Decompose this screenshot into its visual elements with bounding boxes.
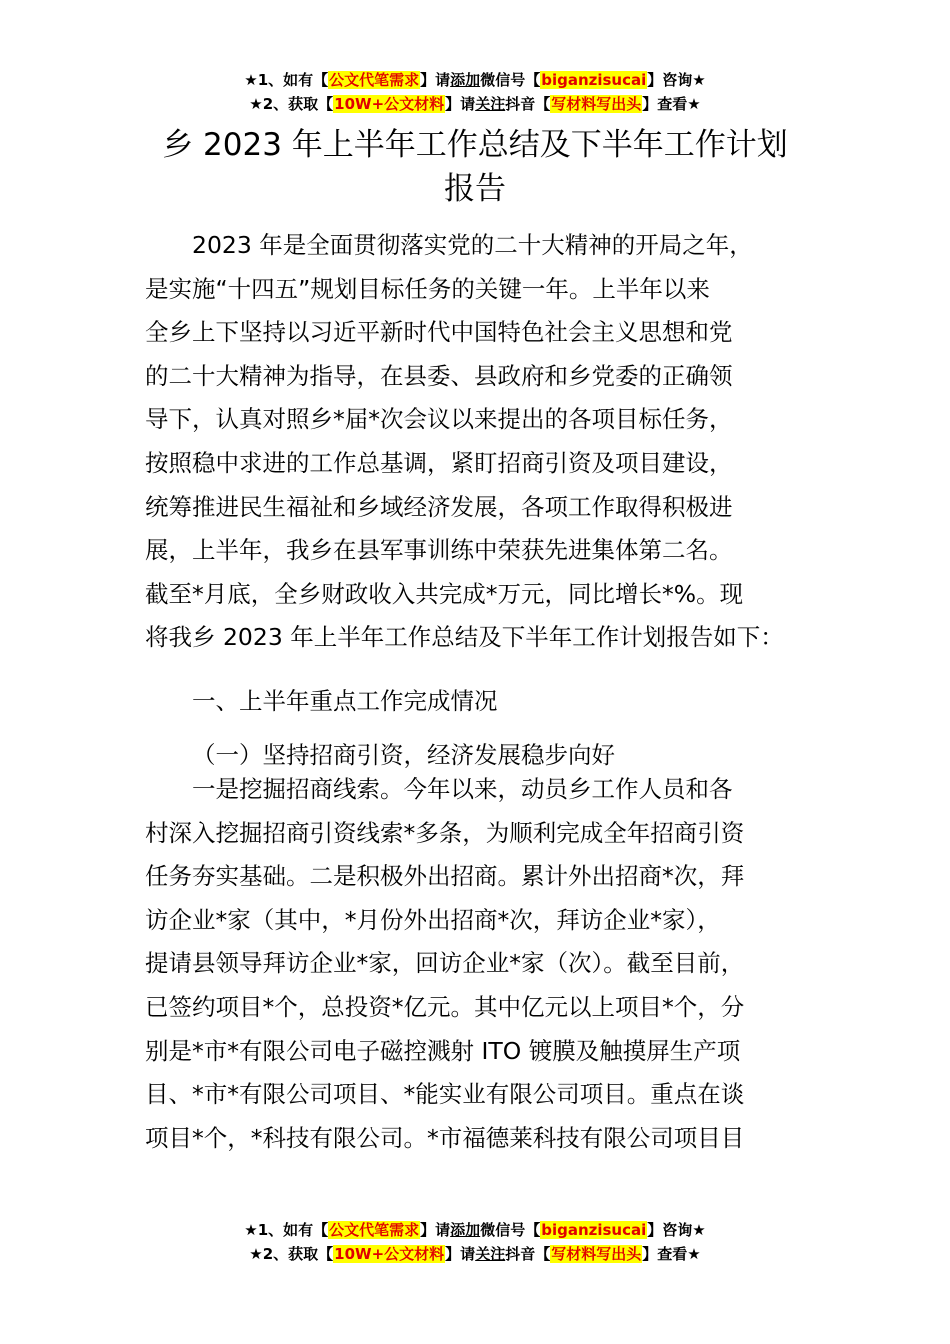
heading-text: 一、上半年重点工作完成情况 (192, 687, 498, 715)
promo-underline-text: 添加 (450, 71, 481, 89)
promo-underline-text: 关注 (475, 1245, 506, 1263)
text-line: 展，上半年，我乡在县军事训练中荣获先进集体第二名。 (145, 536, 733, 565)
star-icon: ★ (244, 1221, 258, 1239)
star-icon: ★ (687, 95, 701, 113)
text-line: 访企业*家（其中，*月份外出招商*次，拜访企业*家）， (145, 905, 721, 934)
body-paragraph-2 (145, 768, 835, 1160)
promo-highlight: 10W+公文材料 (334, 1245, 445, 1263)
promo-text: 】请 (420, 71, 451, 89)
text-line: 将我乡 2023 年上半年工作总结及下半年工作计划报告如下： (145, 623, 784, 652)
section-heading-1 (145, 680, 835, 724)
promo-highlight: 写材料写出头 (551, 95, 642, 113)
promo-text: 抖音【 (505, 1245, 551, 1263)
text-line: 按照稳中求进的工作总基调，紧盯招商引资及项目建设， (145, 448, 733, 477)
promo-line-1 (0, 1218, 950, 1242)
promo-text: 】查看 (642, 1245, 688, 1263)
text-line: 全乡上下坚持以习近平新时代中国特色社会主义思想和党 (145, 318, 733, 347)
star-icon: ★ (249, 95, 263, 113)
text-line: 统筹推进民生福祉和乡域经济发展，各项工作取得积极进 (145, 492, 733, 521)
promo-highlight: 10W+公文材料 (334, 95, 445, 113)
document-title-line-1: 乡 2023 年上半年工作总结及下半年工作计划 (162, 127, 788, 163)
promo-highlight: biganzisucai (541, 71, 647, 89)
promo-line-2 (0, 92, 950, 116)
text-line: 目、*市*有限公司项目、*能实业有限公司项目。重点在谈 (145, 1080, 745, 1109)
intro-lines (145, 224, 835, 660)
promo-text: 】请 (420, 1221, 451, 1239)
promo-text: 2、获取【 (262, 95, 334, 113)
promo-line-2 (0, 1242, 950, 1266)
paragraph-lines (145, 768, 835, 1160)
star-icon: ★ (692, 1221, 706, 1239)
promo-text: 】请 (445, 95, 476, 113)
promo-highlight: 公文代笔需求 (329, 1221, 420, 1239)
text-line: 一是挖掘招商线索。今年以来，动员乡工作人员和各 (192, 775, 733, 803)
promo-text: 】咨询 (647, 71, 693, 89)
star-icon: ★ (692, 71, 706, 89)
star-icon: ★ (244, 71, 258, 89)
promo-underline-text: 添加 (450, 1221, 481, 1239)
promo-text: 1、如有【 (257, 71, 329, 89)
text-line: 别是*市*有限公司电子磁控溅射 ITO 镀膜及触摸屏生产项 (145, 1036, 741, 1065)
promo-text: 微信号【 (480, 1221, 541, 1239)
text-line: 2023 年是全面贯彻落实党的二十大精神的开局之年， (192, 231, 753, 259)
promo-text: 抖音【 (505, 95, 551, 113)
text-line: 已签约项目*个，总投资*亿元。其中亿元以上项目*个，分 (145, 992, 745, 1021)
promo-text: 2、获取【 (262, 1245, 334, 1263)
intro-paragraph (145, 224, 835, 660)
text-line: 项目*个，*科技有限公司。*市福德莱科技有限公司项目目 (145, 1123, 745, 1152)
promo-highlight: 写材料写出头 (551, 1245, 642, 1263)
promo-text: 】咨询 (647, 1221, 693, 1239)
heading-text: （一）坚持招商引资，经济发展稳步向好 (192, 741, 615, 769)
promo-text: 1、如有【 (257, 1221, 329, 1239)
star-icon: ★ (249, 1245, 263, 1263)
text-line: 任务夯实基础。二是积极外出招商。累计外出招商*次，拜 (145, 862, 745, 891)
promo-highlight: 公文代笔需求 (329, 71, 420, 89)
text-line: 提请县领导拜访企业*家，回访企业*家（次）。截至目前， (145, 949, 745, 978)
promo-banner-top (0, 68, 950, 116)
promo-text: 微信号【 (480, 71, 541, 89)
text-line: 截至*月底，全乡财政收入共完成*万元，同比增长*%。现 (145, 579, 744, 608)
promo-highlight: biganzisucai (541, 1221, 647, 1239)
promo-text: 】查看 (642, 95, 688, 113)
text-line: 的二十大精神为指导，在县委、县政府和乡党委的正确领 (145, 361, 733, 390)
text-line: 村深入挖掘招商引资线索*多条，为顺利完成全年招商引资 (145, 818, 745, 847)
text-line: 是实施“十四五”规划目标任务的关键一年。上半年以来 (145, 274, 710, 303)
text-line: 导下，认真对照乡*届*次会议以来提出的各项目标任务， (145, 405, 733, 434)
promo-banner-bottom (0, 1218, 950, 1266)
promo-line-1 (0, 68, 950, 92)
star-icon: ★ (687, 1245, 701, 1263)
promo-text: 】请 (445, 1245, 476, 1263)
document-title-line-2: 报告 (444, 171, 506, 207)
promo-underline-text: 关注 (475, 95, 506, 113)
